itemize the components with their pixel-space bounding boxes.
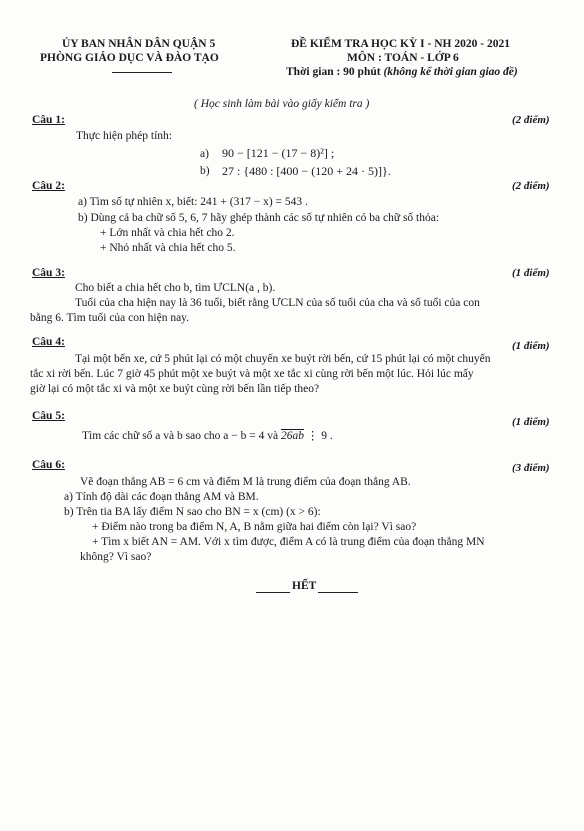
- q6-a: a) Tính độ dài các đoạn thẳng AM và BM.: [64, 491, 259, 503]
- q5-label: Câu 5:: [32, 410, 65, 422]
- q1-a-expr: 90 − [121 − (17 − 8)²] ;: [222, 146, 335, 160]
- q3-points: (1 điểm): [512, 267, 550, 279]
- q3-line3: bằng 6. Tìm tuổi của con hiện nay.: [30, 312, 190, 324]
- q1-label: Câu 1:: [32, 114, 65, 126]
- time-label: Thời gian : 90 phút: [286, 66, 381, 78]
- q4-points: (1 điểm): [512, 340, 550, 352]
- q6-b: b) Trên tia BA lấy điểm N sao cho BN = x (cm) (x > 6):: [64, 506, 321, 518]
- q4-line1: Tại một bến xe, cứ 5 phút lại có một chuyến xe buýt rời bến, cứ 15 phút lại có một chuyến: [75, 353, 491, 365]
- q2-b2: + Nhỏ nhất và chia hết cho 5.: [100, 242, 236, 254]
- q1-points: (2 điểm): [512, 114, 550, 126]
- instruction: ( Học sinh làm bài vào giấy kiểm tra ): [194, 98, 370, 110]
- q5-text-pre: Tìm các chữ số a và b sao cho a − b = 4 và: [82, 430, 279, 442]
- end-rule-right: [318, 592, 358, 593]
- q2-a: a) Tìm số tự nhiên x, biết: 241 + (317 − x) = 543 .: [78, 196, 308, 208]
- end-mark: HẾT: [292, 580, 317, 592]
- q5-points: (1 điểm): [512, 416, 550, 428]
- q4-line2: tắc xi rời bến. Lúc 7 giờ 45 phút một xe buýt và một xe tắc xi cùng rời bến một lúc. Hỏi lúc mấy: [30, 368, 474, 380]
- q3-line2: Tuổi của cha hiện nay là 36 tuổi, biết rằng ƯCLN của số tuổi của cha và số tuổi của con: [75, 297, 480, 309]
- q5-text: [82, 428, 333, 442]
- q4-label: Câu 4:: [32, 336, 65, 348]
- issuer-underline: [112, 72, 172, 73]
- q2-label: Câu 2:: [32, 180, 65, 192]
- q1-b-expr: 27 : {480 : [400 − (120 + 24 · 5)]}.: [222, 164, 391, 178]
- exam-time: [286, 66, 518, 78]
- q1-b-label: b): [200, 165, 210, 177]
- q6-points: (3 điểm): [512, 462, 550, 474]
- q4-line3: giờ lại có một tắc xi và một xe buýt cùng rời bến lần tiếp theo?: [30, 383, 320, 395]
- q2-points: (2 điểm): [512, 180, 550, 192]
- q1-a-label: a): [200, 148, 209, 160]
- q5-text-post: ⋮ 9 .: [306, 430, 333, 442]
- q1-intro: Thực hiện phép tính:: [76, 130, 172, 142]
- q2-b1: + Lớn nhất và chia hết cho 2.: [100, 227, 235, 239]
- issuer-line2: PHÒNG GIÁO DỤC VÀ ĐÀO TẠO: [40, 52, 219, 64]
- issuer-line1: ỦY BAN NHÂN DÂN QUẬN 5: [62, 38, 216, 50]
- q6-b3: không? Vì sao?: [80, 551, 152, 563]
- end-rule-left: [256, 592, 290, 593]
- q6-b2: + Tìm x biết AN = AM. Với x tìm được, điểm A có là trung điểm của đoạn thẳng MN: [92, 536, 485, 548]
- time-note: (không kể thời gian giao đề): [383, 66, 518, 78]
- q3-label: Câu 3:: [32, 267, 65, 279]
- q6-label: Câu 6:: [32, 459, 65, 471]
- q6-intro: Vẽ đoạn thẳng AB = 6 cm và điểm M là trung điểm của đoạn thẳng AB.: [80, 476, 411, 488]
- exam-subject: MÔN : TOÁN - LỚP 6: [347, 52, 459, 64]
- q3-line1: Cho biết a chia hết cho b, tìm ƯCLN(a , b).: [75, 282, 276, 294]
- q2-b: b) Dùng cả ba chữ số 5, 6, 7 hãy ghép thành các số tự nhiên có ba chữ số thỏa:: [78, 212, 440, 224]
- q5-number: 26ab: [281, 430, 304, 442]
- q6-b1: + Điểm nào trong ba điểm N, A, B nằm giữa hai điểm còn lại? Vì sao?: [92, 521, 417, 533]
- exam-title: ĐỀ KIỂM TRA HỌC KỲ I - NH 2020 - 2021: [291, 38, 510, 50]
